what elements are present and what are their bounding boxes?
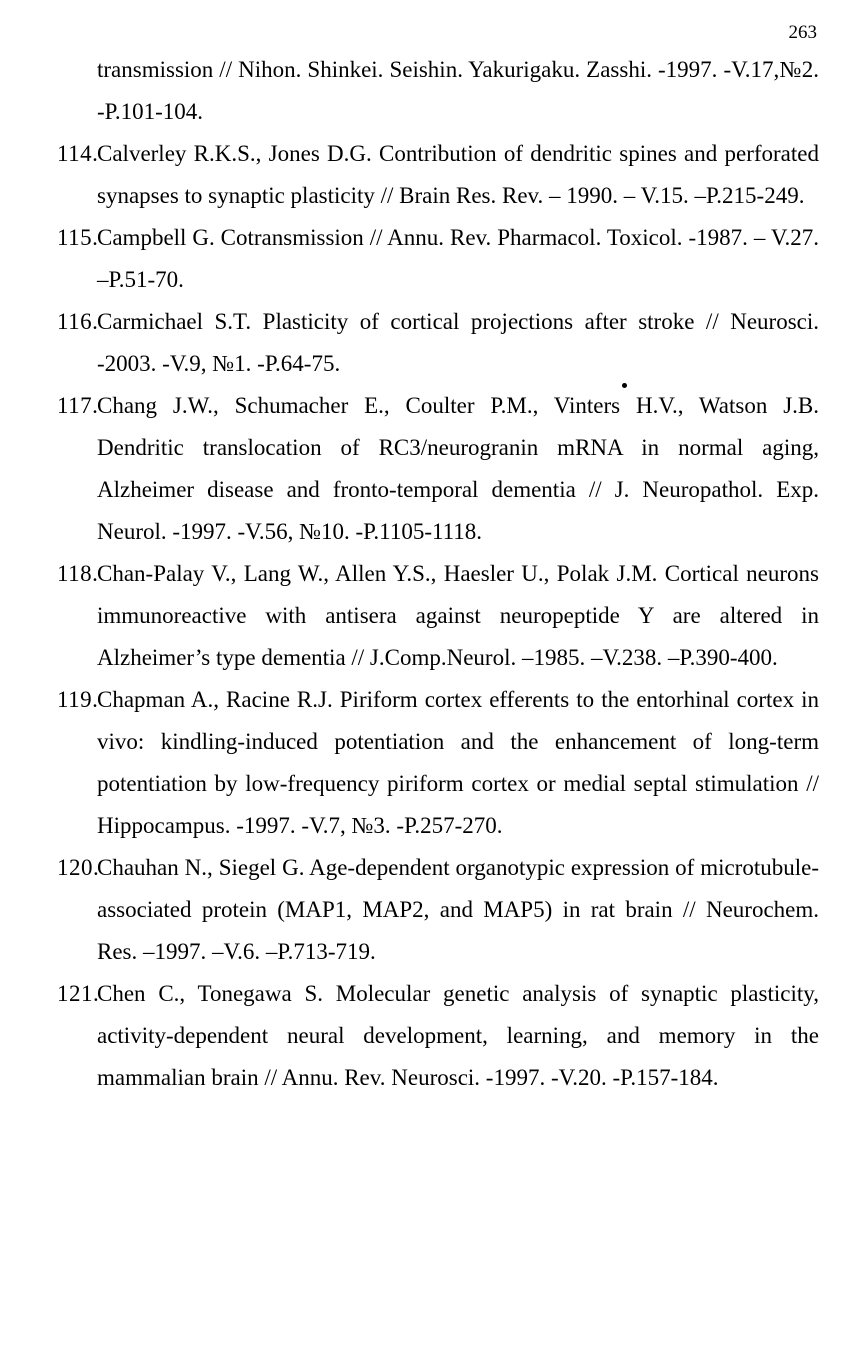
reference-text: Carmichael S.T. Plasticity of cortical projections after stroke // Neurosci. -2003. -V.9, №1. -P.64-75. [97, 309, 819, 376]
reference-text: Calverley R.K.S., Jones D.G. Contribution of dendritic spines and perforated synapses to synaptic plasticity // Brain Res. Rev. – 1990. – V.15. –P.215-249. [97, 141, 819, 208]
reference-number: 120. [57, 855, 100, 880]
reference-number: 116. [57, 309, 99, 334]
stray-mark [622, 383, 627, 388]
reference-item [57, 553, 819, 679]
reference-number: 121. [57, 981, 100, 1006]
reference-item [57, 217, 819, 301]
reference-number: 114. [57, 141, 99, 166]
reference-item [57, 385, 819, 553]
reference-item [57, 301, 819, 385]
reference-text: transmission // Nihon. Shinkei. Seishin. Yakurigaku. Zasshi. -1997. -V.17,№2. -P.101-104. [97, 57, 819, 124]
reference-number: 117. [57, 393, 99, 418]
reference-item [57, 679, 819, 847]
reference-text: Chauhan N., Siegel G. Age-dependent organotypic expression of microtubule-associated protein (MAP1, MAP2, and MAP5) in rat brain // Neurochem. Res. –1997. –V.6. –P.713-719. [97, 855, 819, 964]
reference-text: Chapman A., Racine R.J. Piriform cortex efferents to the entorhinal cortex in vivo: kindling-induced potentiation and the enhancement of long-term potentiation by low-frequency piriform cortex or medial septal stimulation // Hippocampus. -1997. -V.7, №3. -P.257-270. [97, 687, 819, 838]
reference-text: Campbell G. Cotransmission // Annu. Rev. Pharmacol. Toxicol. -1987. – V.27. –P.51-70. [97, 225, 819, 292]
reference-text: Chen C., Tonegawa S. Molecular genetic analysis of synaptic plasticity, activity-dependent neural development, learning, and memory in the mammalian brain // Annu. Rev. Neurosci. -1997. -V.20. -P.157-184. [97, 981, 819, 1090]
reference-continuation [57, 49, 819, 133]
page-number: 263 [788, 22, 817, 43]
reference-text: Chan-Palay V., Lang W., Allen Y.S., Haesler U., Polak J.M. Cortical neurons immunoreactive with antisera against neuropeptide Y are altered in Alzheimer’s type dementia // J.Comp.Neurol. –1985. –V.238. –P.390-400. [97, 561, 819, 670]
reference-item [57, 133, 819, 217]
reference-list [57, 49, 819, 1099]
reference-text: Chang J.W., Schumacher E., Coulter P.M., Vinters H.V., Watson J.B. Dendritic translocation of RC3/neurogranin mRNA in normal aging, Alzheimer disease and fronto-temporal dementia // J. Neuropathol. Exp. Neurol. -1997. -V.56, №10. -P.1105-1118. [97, 393, 819, 544]
reference-item [57, 973, 819, 1099]
reference-number: 118. [57, 561, 99, 586]
reference-number: 115. [57, 225, 99, 250]
reference-number: 119. [57, 687, 99, 712]
reference-item [57, 847, 819, 973]
